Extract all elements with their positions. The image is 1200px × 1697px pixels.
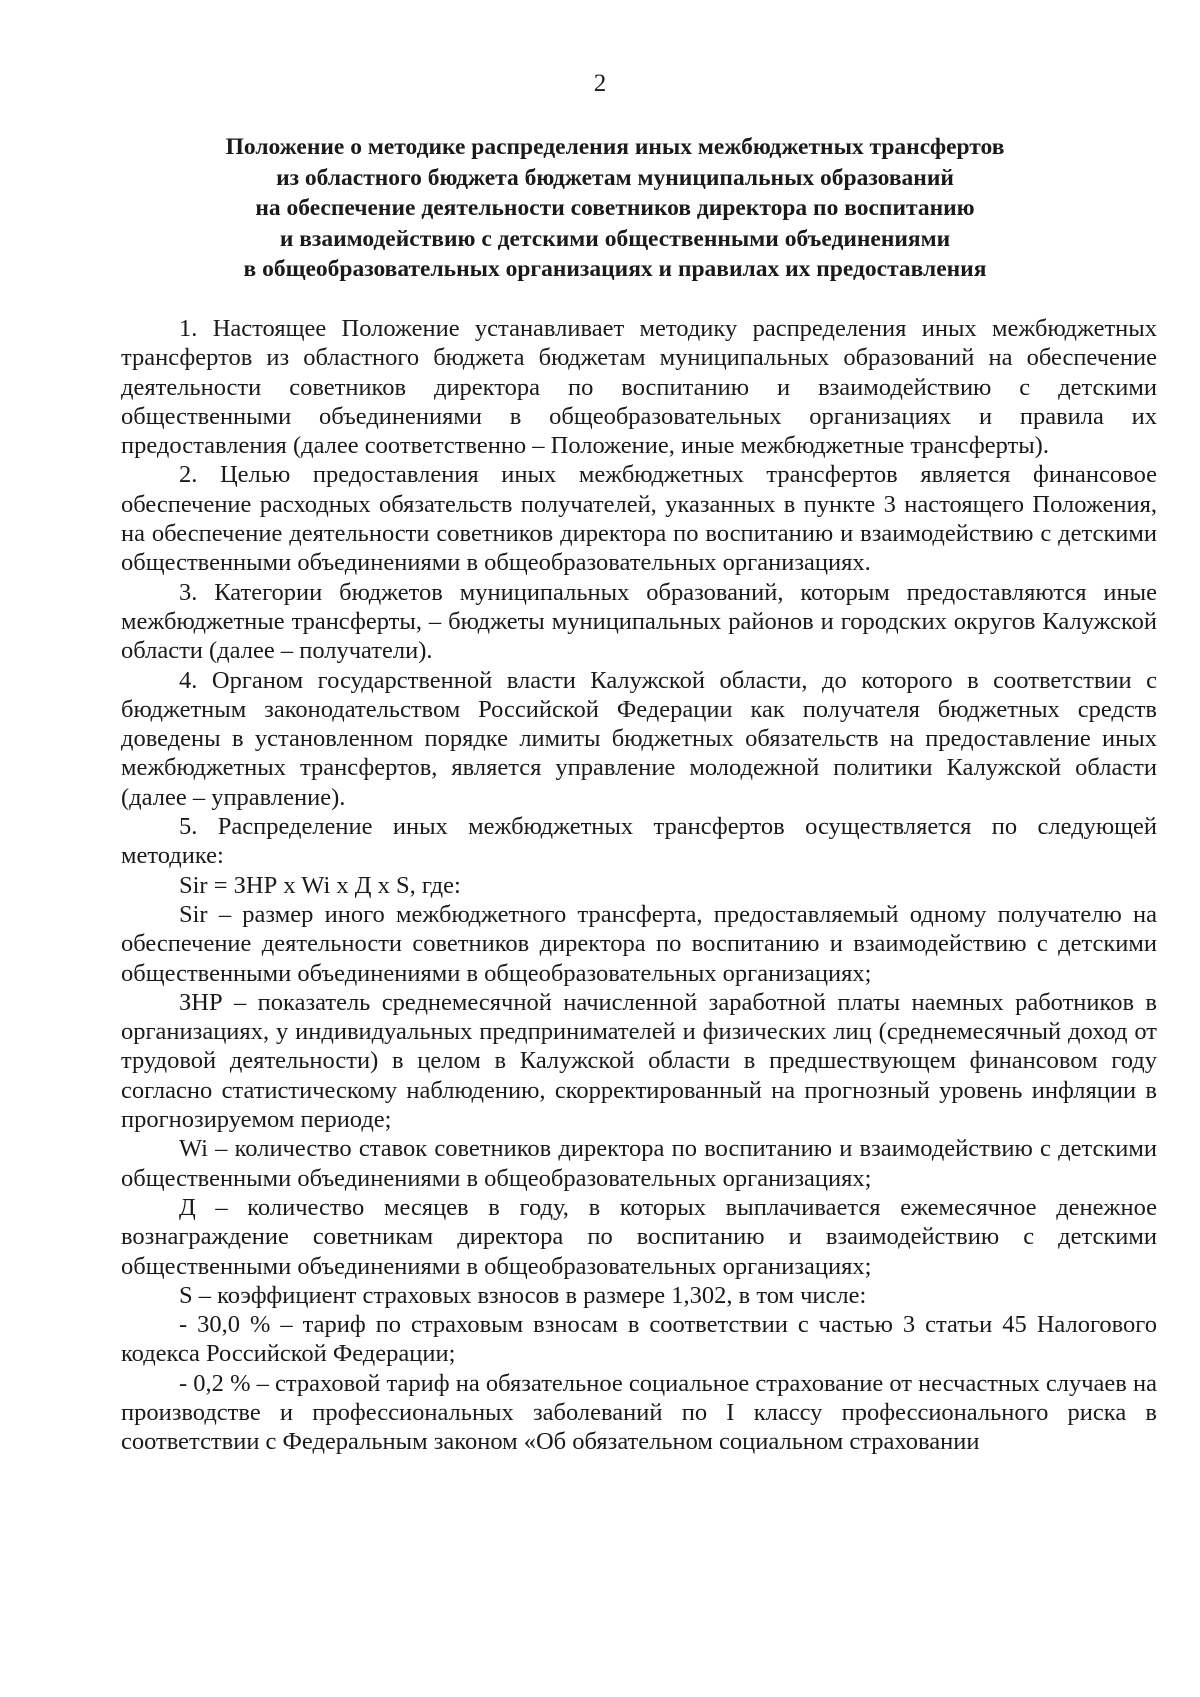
paragraph-3: 3. Категории бюджетов муниципальных образований, которым предоставляются иные межбюджетные трансферты, – бюджеты муниципальных районов и городских округов Калужской области (далее – получатели). bbox=[121, 578, 1157, 665]
title-line: и взаимодействию с детскими общественными объединениями bbox=[279, 225, 951, 252]
paragraph-5: 5. Распределение иных межбюджетных трансфертов осуществляется по следующей методике: bbox=[121, 813, 1157, 870]
page-number: 2 bbox=[593, 70, 607, 97]
formula: Sir = ЗНР x Wi x Д x S, где: bbox=[179, 871, 461, 899]
definition-znr: ЗНР – показатель среднемесячной начисленной заработной платы наемных работников в организациях, у индивидуальных предпринимателей и физических лиц (среднемесячный доход от трудовой деятельности) в целом в Калужской области в предшествующем финансовом году согласно статистическому наблюдению, скорректированный на прогнозный уровень инфляции в прогнозируемом периоде; bbox=[121, 988, 1157, 1134]
list-item-tariff-0-2: - 0,2 % – страховой тариф на обязательное социальное страхование от несчастных случаев на производстве и профессиональных заболеваний по I классу профессионального риска в соответствии с Федеральным законом «Об обязательном социальном страховании bbox=[121, 1369, 1157, 1456]
list-item-tariff-30: - 30,0 % – тариф по страховым взносам в соответствии с частью 3 статьи 45 Налогового кодекса Российской Федерации; bbox=[121, 1311, 1157, 1368]
title-line: в общеобразовательных организациях и правилах их предоставления bbox=[243, 256, 987, 282]
document-title bbox=[150, 132, 1080, 285]
document-body bbox=[121, 314, 1157, 1457]
paragraph-1: 1. Настоящее Положение устанавливает методику распределения иных межбюджетных трансфертов из областного бюджета бюджетам муниципальных образований на обеспечение деятельности советников директора по воспитанию и взаимодействию с детскими общественными объединениями в общеобразовательных организациях и правила их предоставления (далее соответственно – Положение, иные межбюджетные трансферты). bbox=[121, 315, 1157, 460]
definition-d: Д – количество месяцев в году, в которых выплачивается ежемесячное денежное вознаграждение советникам директора по воспитанию и взаимодействию с детскими общественными объединениями в общеобразовательных организациях; bbox=[121, 1193, 1157, 1280]
title-line: Положение о методике распределения иных межбюджетных трансфертов bbox=[225, 134, 1005, 160]
definition-sir: Sir – размер иного межбюджетного трансферта, предоставляемый одному получателю на обеспечение деятельности советников директора по воспитанию и взаимодействию с детскими общественными объединениями в общеобразовательных организациях; bbox=[121, 900, 1157, 987]
paragraph-4: 4. Органом государственной власти Калужской области, до которого в соответствии с бюджетным законодательством Российской Федерации как получателя бюджетных средств доведены в установленном порядке лимиты бюджетных обязательств на предоставление иных межбюджетных трансфертов, является управление молодежной политики Калужской области (далее – управление). bbox=[121, 666, 1157, 811]
title-line: из областного бюджета бюджетам муниципальных образований bbox=[276, 164, 954, 191]
definition-wi: Wi – количество ставок советников директора по воспитанию и взаимодействию с детскими общественными объединениями в общеобразовательных организациях; bbox=[121, 1135, 1157, 1192]
title-line: на обеспечение деятельности советников директора по воспитанию bbox=[255, 195, 975, 221]
paragraph-2: 2. Целью предоставления иных межбюджетных трансфертов является финансовое обеспечение расходных обязательств получателей, указанных в пункте 3 настоящего Положения, на обеспечение деятельности советников директора по воспитанию и взаимодействию с детскими общественными объединениями в общеобразовательных организациях. bbox=[121, 461, 1157, 577]
definition-s: S – коэффициент страховых взносов в размере 1,302, в том числе: bbox=[179, 1281, 867, 1309]
